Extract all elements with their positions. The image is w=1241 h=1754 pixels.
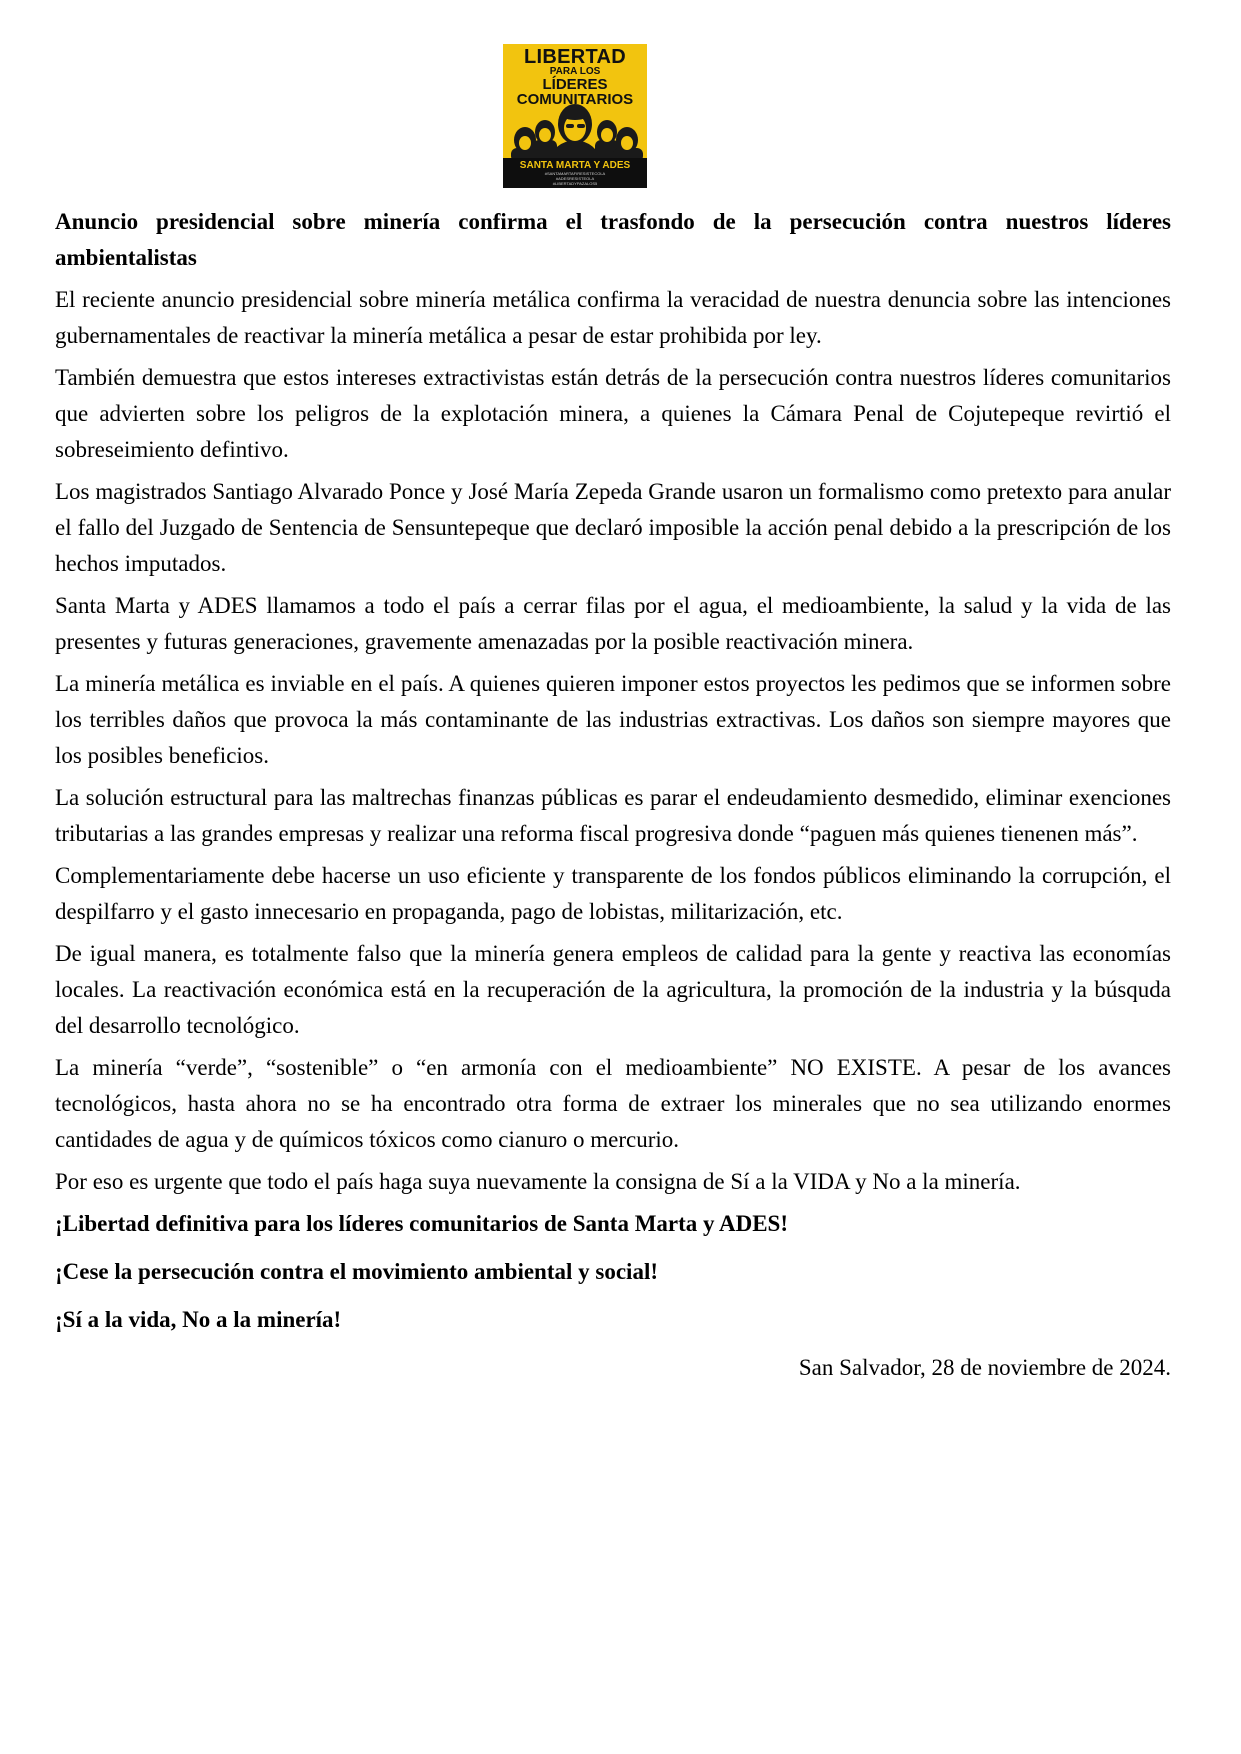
logo-line-1: LIBERTAD: [523, 46, 627, 68]
paragraph: El reciente anuncio presidencial sobre minería metálica confirma la veracidad de nuestra denuncia sobre las intenciones gubernamentales de reactivar la minería metálica a pesar de estar prohibida por ley.: [55, 287, 1171, 348]
paragraph: Complementariamente debe hacerse un uso eficiente y transparente de los fondos públicos eliminando la corrupción, el despilfarro y el gasto innecesario en propaganda, pago de lobistas, militarización, etc.: [55, 863, 1171, 924]
slogan: ¡Sí a la vida, No a la minería!: [55, 1307, 342, 1332]
logo-line-4: COMUNITARIOS: [516, 91, 634, 108]
logo-line-2: PARA LOS: [549, 66, 601, 77]
paragraph: La solución estructural para las maltrechas finanzas públicas es parar el endeudamiento desmedido, eliminar exenciones tributarias a las grandes empresas y realizar una reforma fiscal progresiva donde “paguen más quienes tienenen más”.: [55, 785, 1171, 846]
logo-line-3: LÍDERES: [542, 76, 608, 93]
paragraph: La minería metálica es inviable en el país. A quienes quieren imponer estos proyectos les pedimos que se informen sobre los terribles daños que provoca la más contaminante de las industrias extractivas. Los daños son siempre mayores que los posibles beneficios.: [55, 671, 1171, 768]
logo-banner-text: SANTA MARTA Y ADES: [519, 160, 631, 171]
press-release-body: [55, 204, 1171, 1392]
paragraph: Santa Marta y ADES llamamos a todo el país a cerrar filas por el agua, el medioambiente, la salud y la vida de las presentes y futuras generaciones, gravemente amenazadas por la posible reactivación minera.: [55, 593, 1171, 654]
document-title: Anuncio presidencial sobre minería confirma el trasfondo de la persecución contra nuestros líderes ambientalistas: [55, 209, 1171, 270]
logo-hashtag-1: #SANTAMARTAFIRESISTECOLA: [544, 171, 606, 176]
logo-hashtag-2: #ADESRESISTEOLA: [555, 176, 595, 181]
paragraph: La minería “verde”, “sostenible” o “en armonía con el medioambiente” NO EXISTE. A pesar de los avances tecnológicos, hasta ahora no se ha encontrado otra forma de extraer los minerales que no sea utilizando enormes cantidades de agua y de químicos tóxicos como cianuro o mercurio.: [55, 1055, 1171, 1152]
paragraph: También demuestra que estos intereses extractivistas están detrás de la persecución contra nuestros líderes comunitarios que advierten sobre los peligros de la explotación minera, a quienes la Cámara Penal de Cojutepeque revirtió el sobreseimiento defintivo.: [55, 365, 1171, 462]
logo-hashtag-3: #LIBERTADYPAZALOS5: [552, 181, 598, 186]
slogan: ¡Libertad definitiva para los líderes comunitarios de Santa Marta y ADES!: [55, 1211, 789, 1236]
paragraph: De igual manera, es totalmente falso que la minería genera empleos de calidad para la gente y reactiva las economías locales. La reactivación económica está en la recuperación de la agricultura, la promoción de la industria y la búsquda del desarrollo tecnológico.: [55, 941, 1171, 1038]
paragraph: Por eso es urgente que todo el país haga suya nuevamente la consigna de Sí a la VIDA y No a la minería.: [55, 1169, 1021, 1194]
paragraph: Los magistrados Santiago Alvarado Ponce y José María Zepeda Grande usaron un formalismo como pretexto para anular el fallo del Juzgado de Sentencia de Sensuntepeque que declaró imposible la acción penal debido a la prescripción de los hechos imputados.: [55, 479, 1171, 576]
slogan: ¡Cese la persecución contra el movimiento ambiental y social!: [55, 1259, 658, 1284]
place-and-date: San Salvador, 28 de noviembre de 2024.: [798, 1355, 1171, 1380]
campaign-logo: [503, 44, 647, 188]
